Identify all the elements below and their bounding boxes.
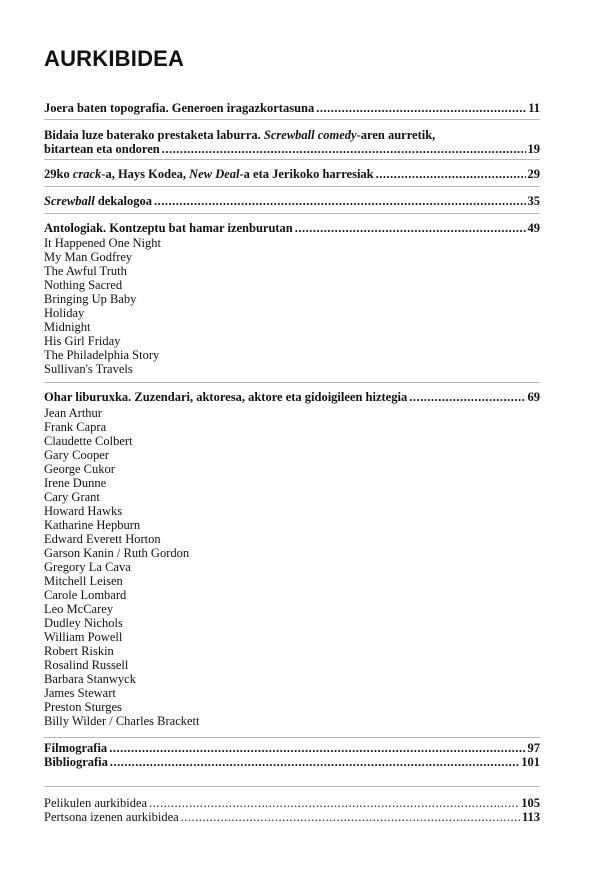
toc-entry-topografia[interactable] xyxy=(44,101,540,115)
divider xyxy=(44,119,540,120)
toc-entry-pertsona[interactable] xyxy=(44,810,540,824)
list-item[interactable]: Rosalind Russell xyxy=(44,658,129,672)
toc-entry-title: Pertsona izenen aurkibidea xyxy=(44,810,179,824)
leader-dots xyxy=(154,194,525,208)
toc-page-number: 97 xyxy=(527,741,540,755)
toc-entry-title: Ohar liburuxka. Zuzendari, aktoresa, aktore eta gidoigileen hiztegia xyxy=(44,390,408,404)
list-item[interactable]: Dudley Nichols xyxy=(44,616,123,630)
toc-page-number: 69 xyxy=(527,390,540,404)
toc-entry-dekalogoa[interactable] xyxy=(44,194,540,208)
list-item[interactable]: George Cukor xyxy=(44,462,115,476)
toc-entry-title: Filmografia xyxy=(44,741,108,755)
list-item[interactable]: Barbara Stanwyck xyxy=(44,672,136,686)
leader-dots xyxy=(162,142,526,156)
toc-entry-bibliografia[interactable] xyxy=(44,755,540,769)
divider xyxy=(44,737,540,738)
list-item[interactable]: Leo McCarey xyxy=(44,602,114,616)
leader-dots xyxy=(376,167,526,181)
list-item[interactable]: Katharine Hepburn xyxy=(44,518,141,532)
toc-page-number: 105 xyxy=(521,796,540,810)
toc-entry-antologiak[interactable] xyxy=(44,221,540,235)
list-item[interactable]: Nothing Sacred xyxy=(44,278,123,292)
list-item[interactable]: His Girl Friday xyxy=(44,334,121,348)
toc-entry-title-cont: bitartean eta ondoren xyxy=(44,142,160,156)
list-item[interactable]: Carole Lombard xyxy=(44,588,127,602)
list-item[interactable]: Garson Kanin / Ruth Gordon xyxy=(44,546,190,560)
list-item[interactable]: It Happened One Night xyxy=(44,236,161,250)
list-item[interactable]: Irene Dunne xyxy=(44,476,107,490)
leader-dots xyxy=(409,390,525,404)
divider xyxy=(44,159,540,160)
list-item[interactable]: Midnight xyxy=(44,320,91,334)
list-item[interactable]: Claudette Colbert xyxy=(44,434,133,448)
page-title: AURKIBIDEA xyxy=(44,46,185,71)
divider xyxy=(44,186,540,187)
toc-page-number: 101 xyxy=(521,755,540,769)
leader-dots xyxy=(181,810,520,824)
list-item[interactable]: James Stewart xyxy=(44,686,116,700)
leader-dots xyxy=(149,796,519,810)
list-item[interactable]: The Awful Truth xyxy=(44,264,127,278)
list-item[interactable]: William Powell xyxy=(44,630,123,644)
toc-entry-title: 29ko crack-a, Hays Kodea, New Deal-a eta Jerikoko harresiak xyxy=(44,167,374,181)
list-item[interactable]: Frank Capra xyxy=(44,420,107,434)
toc-entry-filmografia[interactable] xyxy=(44,741,540,755)
toc-entry-title: Bibliografia xyxy=(44,755,108,769)
toc-entry-title: Screwball dekalogoa xyxy=(44,194,153,208)
list-item[interactable]: Mitchell Leisen xyxy=(44,574,123,588)
list-item[interactable]: The Philadelphia Story xyxy=(44,348,160,362)
list-item[interactable]: Bringing Up Baby xyxy=(44,292,137,306)
toc-entry-title: Joera baten topografia. Generoen iragazkortasuna xyxy=(44,101,315,115)
list-item[interactable]: Gary Cooper xyxy=(44,448,109,462)
toc-entry-pelikulen[interactable] xyxy=(44,796,540,810)
list-item[interactable]: Edward Everett Horton xyxy=(44,532,161,546)
toc-entry-title: Antologiak. Kontzeptu bat hamar izenburutan xyxy=(44,221,293,235)
leader-dots xyxy=(295,221,526,235)
list-item[interactable]: Howard Hawks xyxy=(44,504,123,518)
leader-dots xyxy=(110,755,519,769)
list-item[interactable]: Cary Grant xyxy=(44,490,100,504)
toc-page-number: 29 xyxy=(527,167,540,181)
list-item[interactable]: Billy Wilder / Charles Brackett xyxy=(44,714,200,728)
toc-entry-crack[interactable] xyxy=(44,167,540,181)
leader-dots xyxy=(316,101,526,115)
divider xyxy=(44,786,540,787)
list-item[interactable]: My Man Godfrey xyxy=(44,250,133,264)
toc-page-number: 113 xyxy=(521,810,540,824)
toc-page-number: 35 xyxy=(527,194,540,208)
toc-entry-title: Bidaia luze baterako prestaketa laburra. Screwball comedy-aren aurretik, xyxy=(44,128,436,142)
toc-entry-ohar-liburuxka[interactable] xyxy=(44,390,540,404)
toc-page-number: 49 xyxy=(527,221,540,235)
list-item[interactable]: Preston Sturges xyxy=(44,700,122,714)
leader-dots xyxy=(109,741,525,755)
divider xyxy=(44,213,540,214)
toc-page-number: 19 xyxy=(527,142,540,156)
toc-entry-title: Pelikulen aurkibidea xyxy=(44,796,148,810)
toc-entry-bidaia[interactable] xyxy=(44,128,540,156)
list-item[interactable]: Holiday xyxy=(44,306,85,320)
divider xyxy=(44,382,540,383)
toc-page-number: 11 xyxy=(528,101,540,115)
list-item[interactable]: Robert Riskin xyxy=(44,644,114,658)
list-item[interactable]: Sullivan's Travels xyxy=(44,362,133,376)
list-item[interactable]: Gregory La Cava xyxy=(44,560,131,574)
list-item[interactable]: Jean Arthur xyxy=(44,406,102,420)
